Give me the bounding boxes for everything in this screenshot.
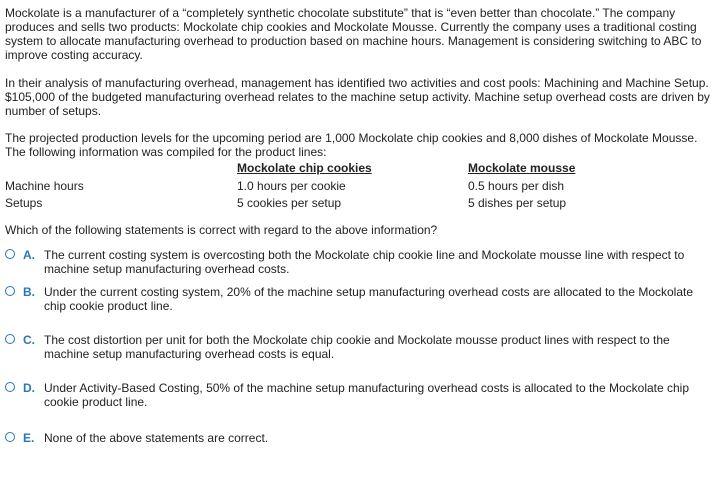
option-letter-b: B. — [23, 285, 35, 299]
option-text-c[interactable]: The cost distortion per unit for both the Mockolate chip cookie and Mockolate mousse product lines with respect to the machine setup manufacturing overhead costs is equal. — [44, 333, 670, 361]
radio-button-d[interactable] — [5, 382, 15, 392]
table-header-mousse: Mockolate mousse — [468, 161, 576, 175]
radio-button-b[interactable] — [5, 286, 15, 296]
question-text: Which of the following statements is correct with regard to the above information? — [5, 223, 438, 237]
option-letter-a: A. — [23, 248, 35, 262]
row-label-machine-hours: Machine hours — [5, 179, 84, 193]
option-letter-d: D. — [23, 381, 35, 395]
option-letter-c: C. — [23, 333, 35, 347]
row-label-setups: Setups — [5, 196, 43, 210]
cell-cookies-machine-hours: 1.0 hours per cookie — [237, 179, 346, 193]
option-text-e[interactable]: None of the above statements are correct. — [44, 431, 269, 445]
cell-cookies-setups: 5 cookies per setup — [237, 196, 342, 210]
option-text-d[interactable]: Under Activity-Based Costing, 50% of the machine setup manufacturing overhead costs is allocated to the Mockolate chip cookie product line. — [44, 381, 690, 409]
cell-mousse-setups: 5 dishes per setup — [468, 196, 567, 210]
option-letter-e: E. — [23, 431, 35, 445]
option-text-a[interactable]: The current costing system is overcosting both the Mockolate chip cookie line and Mockolate mousse line with respect to machine setup manufacturing overhead costs. — [44, 248, 685, 276]
cell-mousse-machine-hours: 0.5 hours per dish — [468, 179, 565, 193]
radio-button-e[interactable] — [5, 432, 15, 442]
radio-button-c[interactable] — [5, 334, 15, 344]
option-text-b[interactable]: Under the current costing system, 20% of the machine setup manufacturing overhead costs are allocated to the Mockolate chip cookie product line. — [44, 285, 694, 313]
table-header-cookies: Mockolate chip cookies — [237, 161, 372, 175]
production-paragraph: The projected production levels for the upcoming period are 1,000 Mockolate chip cookies and 8,000 dishes of Mockolate Mousse. The following information was compiled for the product lines: — [5, 131, 698, 159]
overhead-paragraph: In their analysis of manufacturing overhead, management has identified two activities and cost pools: Machining and Machine Setup. $105,000 of the budgeted manufacturing overhead relates to the machine setup activity. Machine setup overhead costs are driven by number of setups. — [5, 76, 710, 118]
radio-button-a[interactable] — [5, 249, 15, 259]
intro-paragraph: Mockolate is a manufacturer of a “completely synthetic chocolate substitute” that is “even better than chocolate.” The company produces and sells two products: Mockolate chip cookies and Mockolate Mousse. Currently the company uses a traditional costing system to allocate manufacturing overhead to production based on machine hours. Management is considering switching to ABC to improve costing accuracy. — [5, 6, 702, 62]
